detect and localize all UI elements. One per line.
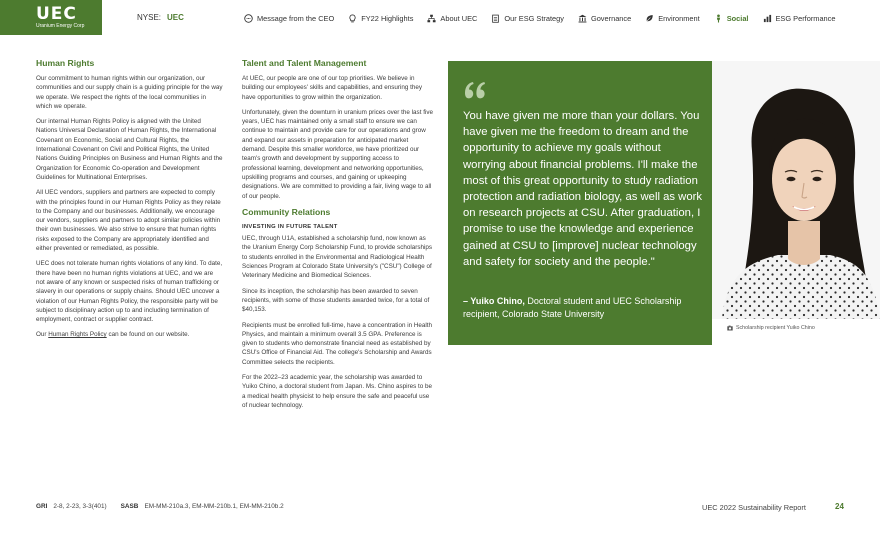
human-rights-title: Human Rights <box>36 58 95 68</box>
talent-paragraph: At UEC, our people are one of our top priorities. We believe in building our employees' skills and capabilities, and ensuring they have opportunities to grow within the organization. <box>242 75 423 101</box>
human-rights-paragraph: UEC does not tolerate human rights violations of any kind. To date, there have been no human rights violations at UEC, and we are not aware of any known or suspected risks of human trafficking or slavery in our operations or supply chains. Should UEC uncover a violation of our Human Rights Policy, the responsible party will be subject to disciplinary action up to and including termination of employment, contract or supplier contract. <box>36 260 223 324</box>
chat-icon <box>244 14 253 23</box>
top-nav <box>244 12 849 24</box>
nav-label: Governance <box>590 13 632 23</box>
clipboard-icon <box>491 14 500 23</box>
scholarship-recipient-photo <box>712 61 880 319</box>
nav-item-ceo-message[interactable] <box>244 12 334 24</box>
sasb-value: EM-MM-210a.3, EM-MM-210b.1, EM-MM-210b.2 <box>144 503 284 510</box>
human-rights-policy-line: Our Human Rights Policy can be found on our website. <box>36 331 190 339</box>
ticker-label: NYSE: <box>137 13 162 22</box>
nav-item-esg-strategy[interactable] <box>491 12 564 24</box>
nav-label: ESG Performance <box>775 13 836 23</box>
nav-item-governance[interactable] <box>578 12 631 24</box>
nav-label: Environment <box>658 13 700 23</box>
uec-logo[interactable] <box>0 0 102 35</box>
human-rights-paragraph: All UEC vendors, suppliers and partners are expected to comply with the principles found in our Human Rights Policy as they relate to the Company and our businesses. Additionally, we encourage our vendors, suppliers and partners to adopt similar policies within their own businesses. We also strive to ensure that human rights risks exposed to the Company are appropriately identified and either prevented or remediated, as possible. <box>36 189 221 253</box>
chart-icon <box>763 14 772 23</box>
community-paragraph: Recipients must be enrolled full-time, have a concentration in Health Physics, and maintain a minimum overall 3.5 GPA. Preference is given to students who demonstrate financial need as established by CSU's Office of Financial Aid. The college's Scholarship and Awards Committee selects the recipients. <box>242 321 433 366</box>
camera-icon <box>727 325 733 331</box>
report-title: UEC 2022 Sustainability Report <box>702 503 806 512</box>
community-paragraph: Since its inception, the scholarship has been awarded to seven recipients, with some of those students awarded twice, for a total of $40,153. <box>242 287 430 314</box>
quote-mark-icon <box>464 81 486 101</box>
building-icon <box>578 14 587 23</box>
nav-label: FY22 Highlights <box>361 13 414 23</box>
human-rights-paragraph: Our commitment to human rights within our organization, our communities and our supply chain is a guiding principle for the way we operate. We respect the rights of the local communities in which we operate. <box>36 75 223 110</box>
photo-caption-text: Scholarship recipient Yuiko Chino <box>736 325 815 331</box>
quote-panel <box>448 61 712 345</box>
ticker-symbol: UEC <box>167 13 184 22</box>
talent-paragraph: Unfortunately, given the downturn in uranium prices over the last five years, UEC has maintained only a small staff to ensure we can continue to maintain and provide care for our operations and grow and expand our assets in preparation for anticipated market demand. Despite this smaller workforce, we have prioritized our team's growth and development by supporting access to professional learning, development and networking opportunities, upskilling programs and courses, and gaining or upkeeping designations. We are committed to providing a fair, living wage to all of our people. <box>242 108 433 200</box>
quote-text: You have given me more than your dollars. You have given me the freedom to dream and the opportunity to achieve my goals without worrying about financial problems. I'll make the most of this great opportunity to study radiation protection and radiation biology, as well as work on research projects at CSU. After graduation, I promise to use the knowledge and experience gained at CSU to [improve] nuclear technology and safety for society and the people." <box>463 110 703 268</box>
top-header <box>0 0 880 35</box>
community-subhead: INVESTING IN FUTURE TALENT <box>242 223 338 230</box>
org-chart-icon <box>427 14 436 23</box>
nav-item-highlights[interactable] <box>348 12 413 24</box>
talent-community-column <box>242 58 434 416</box>
community-title: Community Relations <box>242 206 331 217</box>
ticker <box>137 13 184 22</box>
nav-label: Social <box>726 13 749 23</box>
quote-author-role: Doctoral student and UEC Scholarship recipient, Colorado State University <box>463 296 682 319</box>
lightbulb-icon <box>348 14 357 23</box>
gri-value: 2-8, 2-23, 3-3(401) <box>53 503 107 510</box>
person-icon <box>714 14 723 23</box>
sasb-label: SASB <box>120 503 139 510</box>
nav-item-environment[interactable] <box>645 12 700 24</box>
nav-label: Message from the CEO <box>257 13 335 23</box>
logo-subtitle: Uranium Energy Corp <box>36 23 85 29</box>
human-rights-column <box>36 58 223 346</box>
logo-text: UEC <box>36 4 77 24</box>
nav-label: About UEC <box>440 13 478 23</box>
quote-attribution <box>463 295 708 321</box>
leaf-icon <box>645 14 654 23</box>
community-paragraph: For the 2022–23 academic year, the scholarship was awarded to Yuiko Chino, a doctoral student from Japan. Ms. Chino aspires to be a medical health physicist to help ensure the safe and peaceful use of nuclear technology. <box>242 374 433 409</box>
talent-title: Talent and Talent Management <box>242 58 367 68</box>
gri-label: GRI <box>36 503 48 510</box>
human-rights-paragraph: Our internal Human Rights Policy is aligned with the United Nations Universal Declaration of Human Rights, the International Covenant on Economic, Social and Cultural Rights, the International Covenant on Civil and Political Rights, the United Nations Guiding Principles on Business and Human Rights and the Organization for Economic Co-operation and Development Guidelines for Multinational Enterprises. <box>36 118 223 181</box>
nav-label: Our ESG Strategy <box>504 13 564 23</box>
community-paragraph: UEC, through U1A, established a scholarship fund, now known as the Uranium Energy Corp Scholarship Fund, to provide scholarships to students enrolled in the Environmental and Radiological Health Sciences Program at Colorado State University's ("CSU") College of Veterinary Medicine and Biomedical Sciences. <box>242 235 433 280</box>
nav-item-esg-performance[interactable] <box>763 12 836 24</box>
footer-references <box>36 503 284 510</box>
human-rights-policy-link[interactable]: Human Rights Policy <box>48 331 107 339</box>
nav-item-social[interactable] <box>714 12 749 24</box>
photo-caption <box>727 325 815 331</box>
page-number: 24 <box>835 502 844 511</box>
quote-author: – Yuiko Chino, <box>463 296 525 306</box>
nav-item-about[interactable] <box>427 12 477 24</box>
